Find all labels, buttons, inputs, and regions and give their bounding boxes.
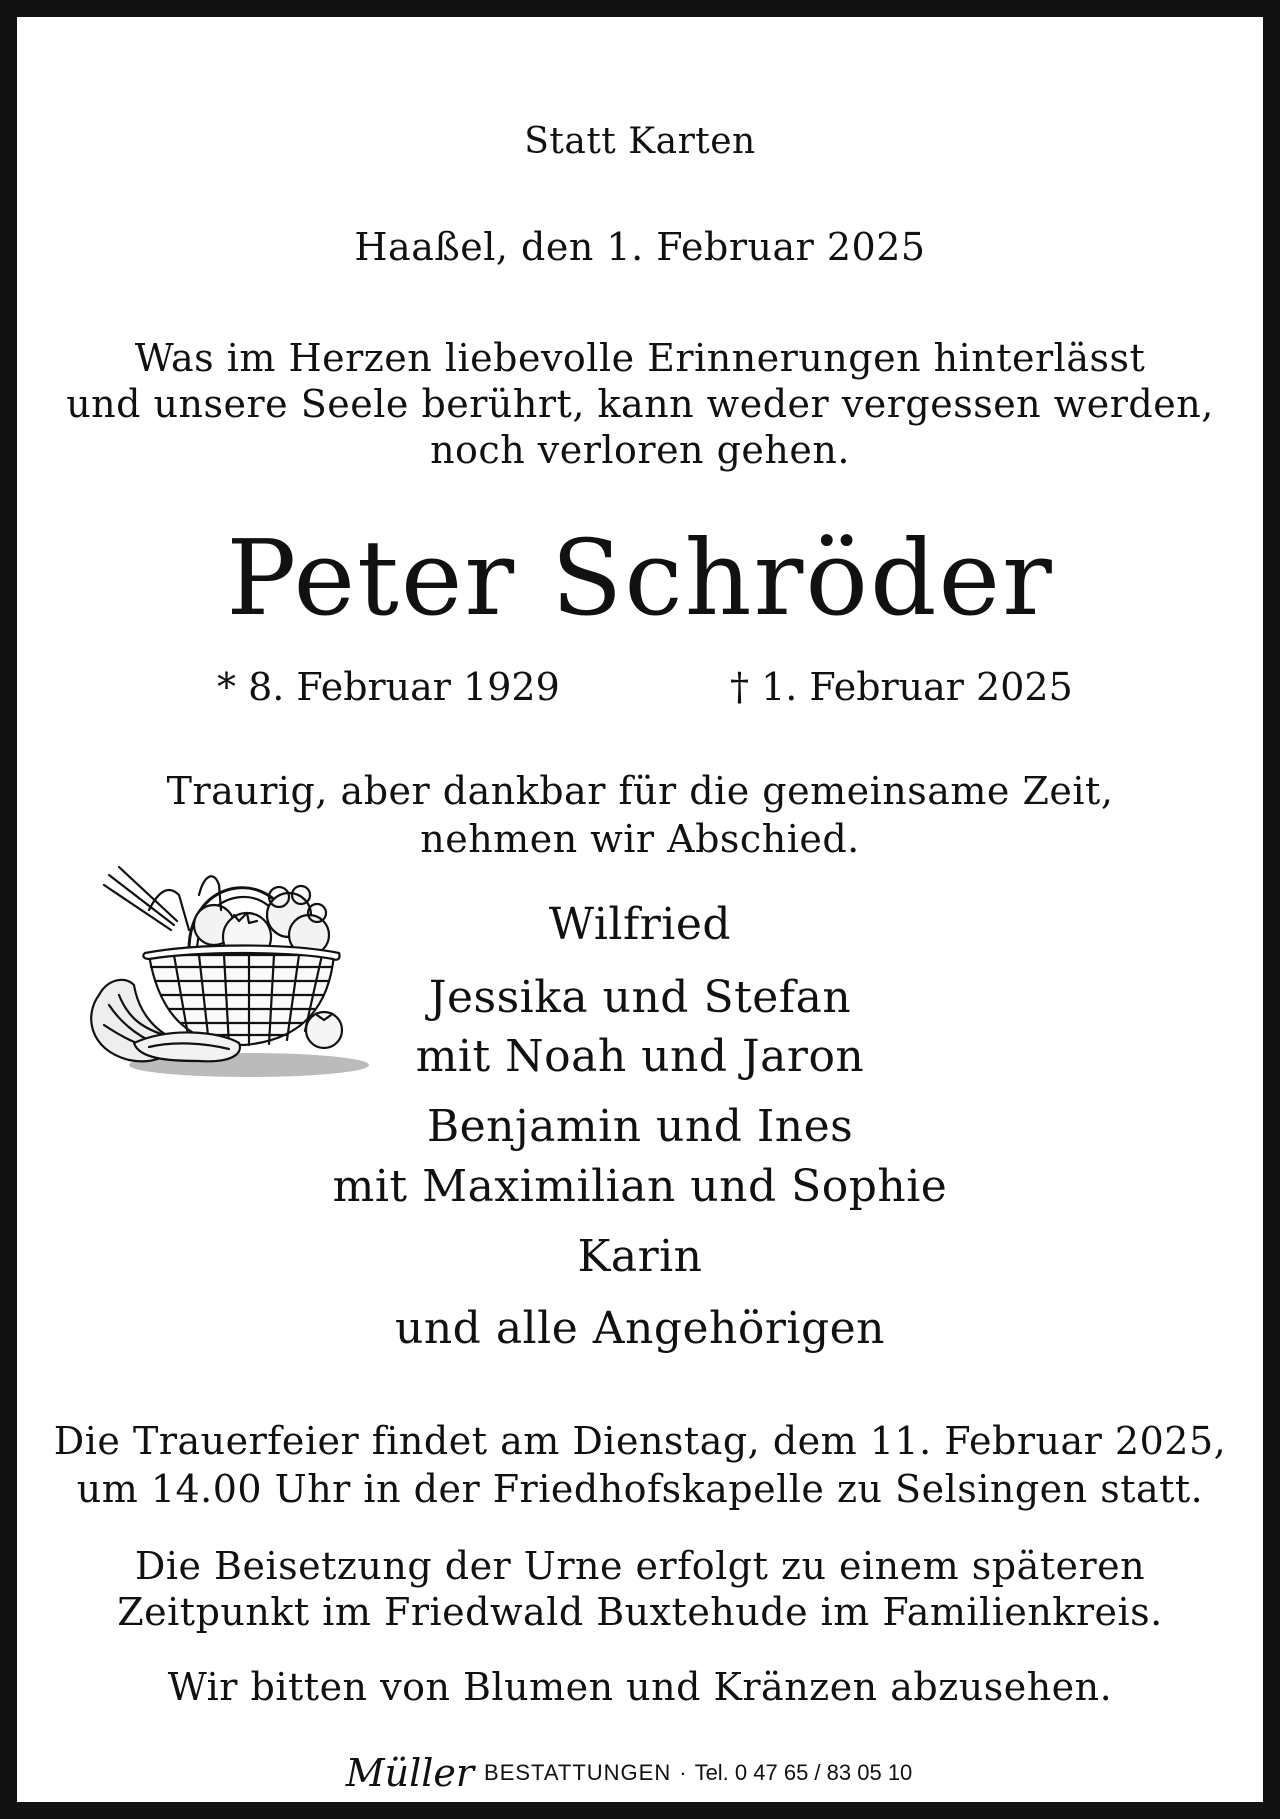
verse-line: noch verloren gehen.: [430, 428, 850, 472]
funeral-home-logo: Müller: [345, 1751, 475, 1795]
burial-line: Zeitpunkt im Friedwald Buxtehude im Familienkreis.: [117, 1590, 1163, 1634]
mourning-line: Traurig, aber dankbar für die gemeinsame Zeit,: [166, 769, 1114, 813]
burial-info: [17, 1543, 1263, 1635]
header-statt-karten: Statt Karten: [524, 121, 756, 162]
service-line: Die Trauerfeier findet am Dienstag, dem 11. Februar 2025,: [53, 1419, 1227, 1463]
place-date: Haaßel, den 1. Februar 2025: [354, 225, 926, 269]
deceased-name: Peter Schröder: [226, 517, 1054, 639]
funeral-home-phone: Tel. 0 47 65 / 83 05 10: [694, 1760, 913, 1785]
family-member: Benjamin und Ines: [426, 1101, 854, 1152]
family-member: Karin: [577, 1231, 703, 1282]
family-member: mit Maximilian und Sophie: [332, 1161, 948, 1212]
footer-separator: ·: [679, 1760, 687, 1785]
family-member: Wilfried: [548, 899, 732, 950]
flowers-request: Wir bitten von Blumen und Kränzen abzusehen.: [167, 1665, 1113, 1709]
burial-line: Die Beisetzung der Urne erfolgt zu einem späteren: [134, 1544, 1146, 1588]
birth-date: * 8. Februar 1929: [217, 665, 560, 709]
verse-line: Was im Herzen liebevolle Erinnerungen hinterlässt: [134, 336, 1146, 380]
mourning-line: nehmen wir Abschied.: [420, 817, 860, 861]
funeral-service-info: [17, 1417, 1263, 1513]
mourning-text: [17, 767, 1263, 863]
verse: [17, 335, 1263, 473]
family-member: mit Noah und Jaron: [415, 1031, 865, 1082]
service-line: um 14.00 Uhr in der Friedhofskapelle zu Selsingen statt.: [76, 1467, 1204, 1511]
funeral-home-footer: [295, 1744, 963, 1802]
verse-line: und unsere Seele berührt, kann weder vergessen werden,: [66, 382, 1214, 426]
family-member: Jessika und Stefan: [428, 972, 852, 1023]
death-date: † 1. Februar 2025: [730, 665, 1073, 709]
family-member: und alle Angehörigen: [394, 1303, 886, 1354]
funeral-home-name: BESTATTUNGEN: [484, 1760, 672, 1785]
